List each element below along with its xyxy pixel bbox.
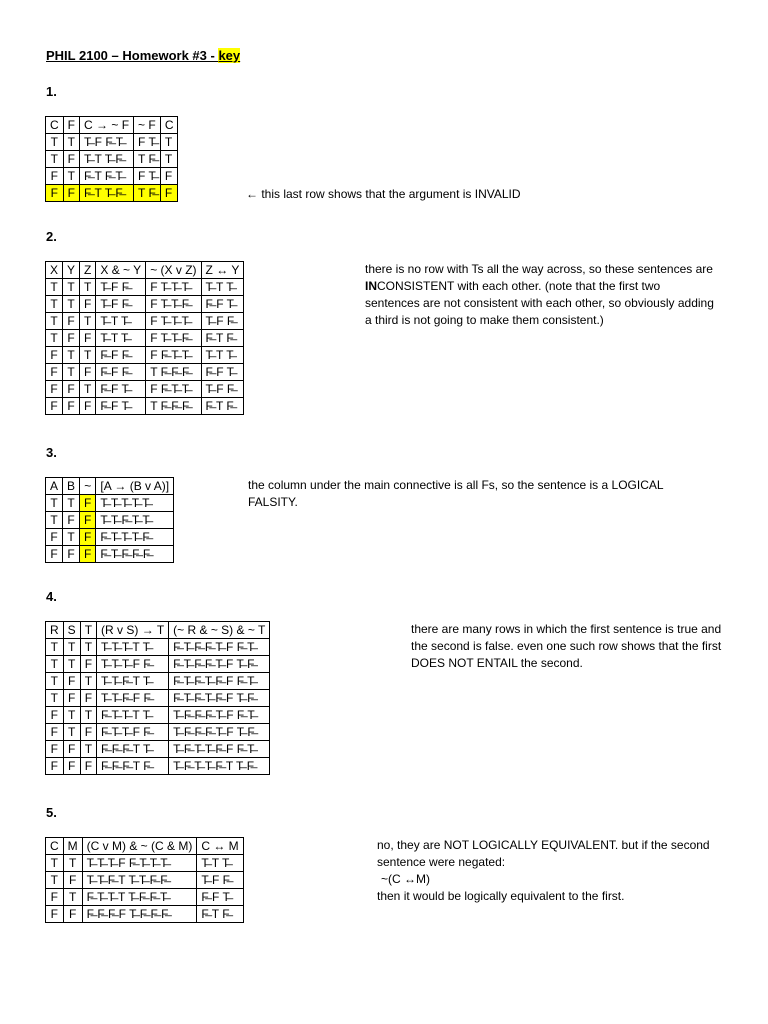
q2-note: there is no row with Ts all the way across, so these sentences are INCONSISTENT with each other. (note that the first two sentences are not consistent with each other, so obviously adding a third is not going to make them consistent.) <box>365 262 714 327</box>
q1-note: ← this last row shows that the argument is INVALID <box>246 187 521 201</box>
table-row <box>46 529 174 546</box>
header-cell: F <box>63 117 79 134</box>
table-row <box>46 381 244 398</box>
table-cell: T <box>80 279 96 296</box>
header-cell: Z <box>80 262 96 279</box>
table-cell: T̶ T T̶ <box>201 347 244 364</box>
table-cell: T <box>63 707 80 724</box>
table-cell: F <box>63 872 82 889</box>
table-cell: F <box>46 347 63 364</box>
truth-table-5 <box>45 837 244 923</box>
table-row <box>46 889 244 906</box>
header-cell: Z ↔ Y <box>201 262 244 279</box>
table-cell: T̶ T̶ F̶ F F̶ <box>97 690 169 707</box>
table-cell: T̶ T T̶ <box>96 313 146 330</box>
table-cell: T̶ F F̶ T̶ <box>80 134 134 151</box>
table-cell: F̶ F T̶ <box>96 398 146 415</box>
table-cell: T̶ T̶ F̶ T T̶ <box>97 673 169 690</box>
table-cell: T <box>46 495 63 512</box>
table-cell: T <box>63 656 80 673</box>
table-cell: T <box>80 347 96 364</box>
table-cell: F <box>46 381 63 398</box>
header-cell: C ↔ M <box>197 838 243 855</box>
table-cell: F̶ F T̶ <box>197 889 243 906</box>
table-row <box>46 724 270 741</box>
table-cell: T <box>46 690 64 707</box>
table-header-row <box>46 117 178 134</box>
table-cell: T <box>160 151 178 168</box>
header-cell: C <box>46 838 64 855</box>
table-cell: F T̶ T̶ T̶ <box>146 279 201 296</box>
table-row <box>46 656 270 673</box>
table-cell: T <box>63 347 80 364</box>
table-cell: F <box>63 741 80 758</box>
table-cell: F <box>63 758 80 775</box>
table-cell: F <box>46 707 64 724</box>
truth-table-4 <box>45 621 270 775</box>
q5-note-line-2: ~(C ↔M) <box>381 872 430 886</box>
table-cell: T̶ T T̶ <box>96 330 146 347</box>
header-cell: R <box>46 622 64 639</box>
table-cell: T̶ F F̶ <box>197 872 243 889</box>
table-cell: F F̶ T̶ T̶ <box>146 381 201 398</box>
table-cell: F̶ F F̶ <box>96 364 146 381</box>
header-cell: X <box>46 262 63 279</box>
table-cell: F̶ T T̶ F̶ <box>80 185 134 202</box>
table-cell: F <box>63 673 80 690</box>
table-cell: F F̶ T̶ T̶ <box>146 347 201 364</box>
table-cell: F T̶ T̶ T̶ <box>146 313 201 330</box>
table-row <box>46 906 244 923</box>
table-cell: T <box>46 872 64 889</box>
table-cell: F̶ T̶ T̶ T̶ F̶ <box>96 529 174 546</box>
table-cell: F̶ F̶ F̶ F T̶ F̶ F̶ F̶ <box>82 906 197 923</box>
table-cell: T <box>46 330 63 347</box>
table-cell: T̶ F̶ T̶ T̶ F̶ F F̶ T̶ <box>169 741 270 758</box>
table-cell: T <box>80 741 96 758</box>
table-cell: F̶ T̶ T̶ T T̶ <box>97 707 169 724</box>
table-row <box>46 758 270 775</box>
table-cell: F̶ T̶ F̶ F̶ T̶ F T̶ F̶ <box>169 656 270 673</box>
table-cell: F̶ T F̶ T̶ <box>80 168 134 185</box>
table-cell: F T̶ T̶ F̶ <box>146 330 201 347</box>
table-cell: F <box>80 529 96 546</box>
table-row <box>46 134 178 151</box>
question-4-number: 4. <box>46 589 57 604</box>
table-cell: F <box>46 758 64 775</box>
table-cell: T̶ F̶ F̶ F̶ T̶ F T̶ F̶ <box>169 724 270 741</box>
table-cell: F̶ F̶ F̶ T T̶ <box>97 741 169 758</box>
page-title: PHIL 2100 – Homework #3 - key <box>46 48 241 63</box>
table-cell: T F̶ <box>134 185 161 202</box>
table-cell: F̶ T̶ F̶ F̶ F̶ <box>96 546 174 563</box>
table-cell: T <box>63 639 80 656</box>
table-cell: F̶ F̶ F̶ T F̶ <box>97 758 169 775</box>
table-cell: T <box>46 313 63 330</box>
table-cell: F̶ T F̶ <box>197 906 243 923</box>
table-cell: F <box>80 656 96 673</box>
table-row <box>46 151 178 168</box>
table-cell: T̶ T T̶ F̶ <box>80 151 134 168</box>
table-cell: F <box>46 529 63 546</box>
table-cell: T̶ T̶ T̶ F F̶ T̶ T̶ T̶ <box>82 855 197 872</box>
table-cell: T <box>46 279 63 296</box>
table-cell: F <box>63 151 79 168</box>
table-cell: T F̶ F̶ F̶ <box>146 398 201 415</box>
table-cell: F <box>46 889 64 906</box>
table-row <box>46 185 178 202</box>
table-cell: F <box>80 398 96 415</box>
table-row <box>46 707 270 724</box>
table-row <box>46 364 244 381</box>
table-cell: F <box>63 185 79 202</box>
table-cell: T̶ F F̶ <box>96 279 146 296</box>
table-row <box>46 279 244 296</box>
header-cell: (R v S) → T <box>97 622 169 639</box>
table-cell: T <box>80 673 96 690</box>
header-cell: C <box>46 117 64 134</box>
question-5-number: 5. <box>46 805 57 820</box>
header-cell: A <box>46 478 63 495</box>
table-cell: F <box>80 690 96 707</box>
header-cell: X & ~ Y <box>96 262 146 279</box>
table-cell: F <box>80 364 96 381</box>
table-cell: T <box>160 134 178 151</box>
table-cell: T <box>63 279 80 296</box>
header-cell: T <box>80 622 96 639</box>
table-cell: T̶ F F̶ <box>201 313 244 330</box>
q3-note: the column under the main connective is all Fs, so the sentence is a LOGICAL FALSITY. <box>248 478 664 509</box>
table-cell: T <box>63 364 80 381</box>
table-row <box>46 347 244 364</box>
table-cell: F̶ F F̶ <box>96 347 146 364</box>
question-3-number: 3. <box>46 445 57 460</box>
header-cell: (C v M) & ~ (C & M) <box>82 838 197 855</box>
table-cell: T̶ F̶ F̶ F̶ T̶ F F̶ T̶ <box>169 707 270 724</box>
table-cell: T <box>63 495 80 512</box>
header-cell: C → ~ F <box>80 117 134 134</box>
header-cell: ~ <box>80 478 96 495</box>
table-cell: T F̶ <box>134 151 161 168</box>
table-cell: F <box>46 185 64 202</box>
table-cell: T <box>46 656 64 673</box>
table-cell: F <box>80 724 96 741</box>
table-cell: T̶ T̶ T̶ T T̶ <box>97 639 169 656</box>
table-row <box>46 313 244 330</box>
table-row <box>46 741 270 758</box>
q5-note-line-1: no, they are NOT LOGICALLY EQUIVALENT. but if the second sentence were negated: <box>377 838 710 869</box>
table-cell: F <box>80 546 96 563</box>
table-cell: T <box>63 296 80 313</box>
table-cell: F <box>63 313 80 330</box>
table-cell: F <box>46 724 64 741</box>
table-cell: T̶ F F̶ <box>96 296 146 313</box>
header-cell: S <box>63 622 80 639</box>
header-cell: Y <box>63 262 80 279</box>
question-1-number: 1. <box>46 84 57 99</box>
table-cell: F <box>63 512 80 529</box>
table-cell: T <box>63 134 79 151</box>
header-cell: ~ (X v Z) <box>146 262 201 279</box>
q4-note: there are many rows in which the first sentence is true and the second is false. even one such row shows that the first DOES NOT ENTAIL the second. <box>411 622 722 670</box>
table-cell: F <box>80 512 96 529</box>
table-cell: F <box>46 398 63 415</box>
table-row <box>46 690 270 707</box>
table-cell: F̶ T F̶ <box>201 330 244 347</box>
truth-table-2 <box>45 261 244 415</box>
table-cell: T <box>80 707 96 724</box>
table-header-row <box>46 478 174 495</box>
table-cell: F <box>80 495 96 512</box>
table-cell: F̶ T̶ F̶ F̶ T̶ F F̶ T̶ <box>169 639 270 656</box>
table-cell: F̶ T̶ F̶ T̶ F̶ F F̶ T̶ <box>169 673 270 690</box>
table-cell: F <box>46 741 64 758</box>
q5-note-line-3: then it would be logically equivalent to the first. <box>377 889 625 903</box>
table-cell: F <box>63 398 80 415</box>
header-cell: C <box>160 117 178 134</box>
table-cell: T̶ T T̶ <box>197 855 243 872</box>
table-cell: T̶ T̶ F̶ T̶ T̶ <box>96 512 174 529</box>
table-cell: T <box>63 889 82 906</box>
key-highlight: key <box>218 48 241 63</box>
table-cell: T̶ T̶ T̶ T̶ T̶ <box>96 495 174 512</box>
table-row <box>46 168 178 185</box>
table-header-row <box>46 262 244 279</box>
table-row <box>46 673 270 690</box>
table-cell: F <box>46 546 63 563</box>
header-cell: M <box>63 838 82 855</box>
table-cell: F <box>63 381 80 398</box>
table-row <box>46 546 174 563</box>
q5-note <box>377 837 727 905</box>
table-header-row <box>46 622 270 639</box>
table-cell: F̶ F T̶ <box>201 296 244 313</box>
table-cell: T <box>46 673 64 690</box>
table-cell: F <box>80 330 96 347</box>
table-cell: F̶ T F̶ <box>201 398 244 415</box>
table-cell: F T̶ T̶ F̶ <box>146 296 201 313</box>
table-cell: T <box>63 168 79 185</box>
table-cell: T̶ F F̶ <box>201 381 244 398</box>
table-cell: T <box>80 381 96 398</box>
header-cell: ~ F <box>134 117 161 134</box>
table-cell: T <box>46 134 64 151</box>
table-cell: F̶ T̶ T̶ F F̶ <box>97 724 169 741</box>
header-cell: (~ R & ~ S) & ~ T <box>169 622 270 639</box>
question-2-number: 2. <box>46 229 57 244</box>
table-row <box>46 639 270 656</box>
table-cell: F <box>63 690 80 707</box>
table-header-row <box>46 838 244 855</box>
table-row <box>46 330 244 347</box>
table-cell: F <box>160 185 178 202</box>
table-cell: F <box>46 364 63 381</box>
table-cell: F <box>63 330 80 347</box>
table-cell: T <box>46 855 64 872</box>
table-cell: T <box>80 639 96 656</box>
table-cell: T <box>46 639 64 656</box>
truth-table-1 <box>45 116 178 202</box>
table-cell: F T̶ <box>134 134 161 151</box>
table-cell: T <box>46 151 64 168</box>
table-row <box>46 855 244 872</box>
table-cell: T <box>46 512 63 529</box>
table-cell: F̶ F T̶ <box>96 381 146 398</box>
table-cell: T <box>80 313 96 330</box>
table-cell: F <box>80 296 96 313</box>
table-cell: T F̶ F̶ F̶ <box>146 364 201 381</box>
table-cell: T <box>46 296 63 313</box>
header-cell: B <box>63 478 80 495</box>
table-cell: F <box>160 168 178 185</box>
table-cell: T̶ T̶ T̶ F F̶ <box>97 656 169 673</box>
table-cell: F T̶ <box>134 168 161 185</box>
table-cell: T̶ T T̶ <box>201 279 244 296</box>
table-cell: T <box>63 724 80 741</box>
table-row <box>46 296 244 313</box>
table-cell: F̶ T̶ T̶ T T̶ F̶ F̶ T̶ <box>82 889 197 906</box>
header-cell: [A → (B v A)] <box>96 478 174 495</box>
table-cell: F <box>80 758 96 775</box>
table-cell: T <box>63 529 80 546</box>
table-cell: T̶ F̶ T̶ T̶ F̶ T T̶ F̶ <box>169 758 270 775</box>
table-cell: F <box>63 546 80 563</box>
table-row <box>46 398 244 415</box>
table-cell: F <box>46 168 64 185</box>
table-row <box>46 872 244 889</box>
table-cell: F̶ T̶ F̶ T̶ F̶ F T̶ F̶ <box>169 690 270 707</box>
table-cell: F̶ F T̶ <box>201 364 244 381</box>
table-cell: T <box>63 855 82 872</box>
table-row <box>46 495 174 512</box>
table-cell: F <box>46 906 64 923</box>
table-cell: F <box>63 906 82 923</box>
truth-table-3 <box>45 477 174 563</box>
table-cell: T̶ T̶ F̶ T T̶ T̶ F̶ F̶ <box>82 872 197 889</box>
table-row <box>46 512 174 529</box>
